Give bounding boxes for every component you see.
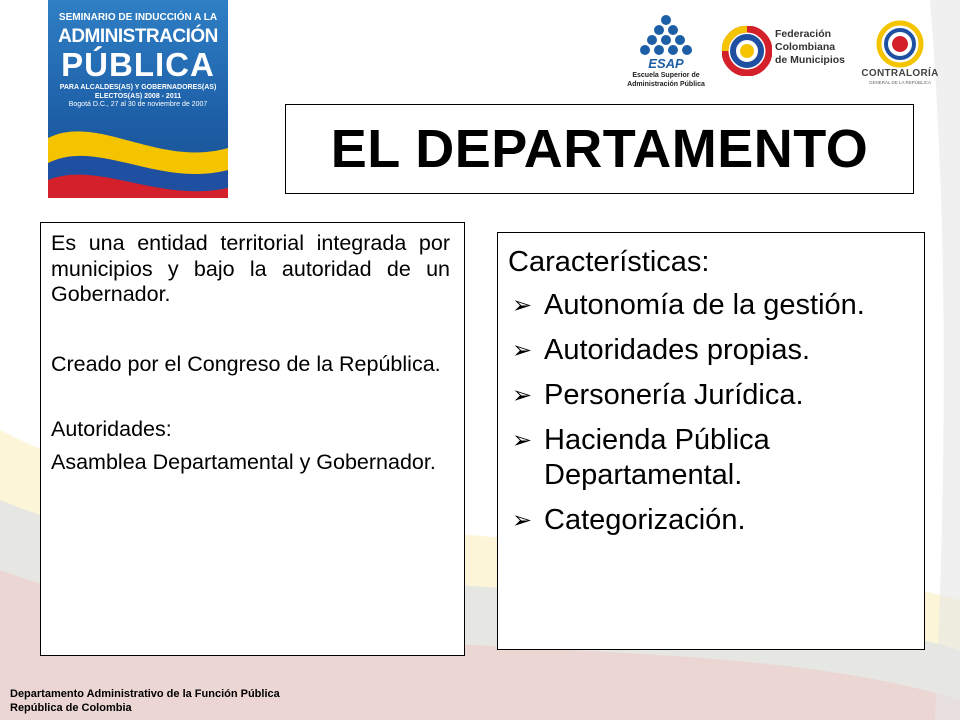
list-item-text: Personería Jurídica.: [544, 379, 804, 411]
left-text-panel: [40, 222, 465, 656]
definition-paragraph: Es una entidad territorial integrada por municipios y bajo la autoridad de un Gobernador.: [51, 231, 450, 306]
list-item-text: Hacienda Pública Departamental.: [544, 424, 770, 491]
esap-caption: Escuela Superior de Administración Pública: [627, 72, 705, 88]
contraloria-name: CONTRALORÍA: [861, 68, 939, 79]
esap-pyramid-icon: [618, 14, 714, 70]
list-item: [508, 288, 914, 323]
esap-mark: ESAP: [648, 56, 684, 70]
fcm-swirl-icon: [722, 26, 772, 76]
seminar-logo-line1: SEMINARIO DE INDUCCIÓN A LA: [58, 12, 218, 23]
authorities-label: Autoridades:: [51, 417, 172, 441]
list-item-text: Autonomía de la gestión.: [544, 289, 865, 321]
arrow-bullet-icon: ➢: [512, 427, 533, 454]
arrow-bullet-icon: ➢: [512, 507, 533, 534]
list-item: [508, 333, 914, 368]
seminar-logo-line4: PARA ALCALDES(AS) Y GOBERNADORES(AS) ELECTOS(AS) 2008 - 2011: [59, 84, 217, 100]
page-title: EL DEPARTAMENTO: [330, 119, 869, 179]
arrow-bullet-icon: ➢: [512, 292, 533, 319]
flag-wave-icon: [48, 108, 228, 198]
arrow-bullet-icon: ➢: [512, 337, 533, 364]
contraloria-logo: [858, 20, 942, 92]
fcm-text: [775, 28, 845, 67]
fcm-logo: [722, 26, 850, 82]
list-item-text: Autoridades propias.: [544, 334, 810, 366]
arrow-bullet-icon: ➢: [512, 382, 533, 409]
seminar-logo-line3: PÚBLICA: [61, 46, 215, 83]
list-item: [508, 503, 914, 538]
list-item: [508, 378, 914, 413]
list-item: [508, 423, 914, 493]
footer-line1: Departamento Administrativo de la Función Pública: [10, 688, 280, 700]
characteristics-panel: [497, 232, 925, 650]
contraloria-emblem-icon: [858, 20, 942, 68]
list-item-text: Categorización.: [544, 504, 746, 536]
creation-paragraph: Creado por el Congreso de la República.: [51, 351, 441, 376]
footer-line2: República de Colombia: [10, 702, 132, 714]
authorities-paragraph: Asamblea Departamental y Gobernador.: [51, 449, 436, 474]
fcm-line3: de Municipios: [775, 54, 846, 66]
footer: [10, 687, 280, 715]
seminar-logo: [48, 0, 228, 198]
esap-logo: [618, 14, 714, 92]
seminar-logo-line5: Bogotá D.C., 27 al 30 de noviembre de 2007: [68, 101, 208, 108]
fcm-line1: Federación: [775, 28, 832, 40]
seminar-logo-line2: ADMINISTRACIÓN: [58, 26, 218, 47]
contraloria-sub: GENERAL DE LA REPÚBLICA: [868, 80, 932, 85]
characteristics-list: [508, 288, 914, 538]
characteristics-heading: Características:: [508, 246, 710, 278]
title-box: [285, 104, 914, 194]
fcm-line2: Colombiana: [775, 41, 836, 53]
